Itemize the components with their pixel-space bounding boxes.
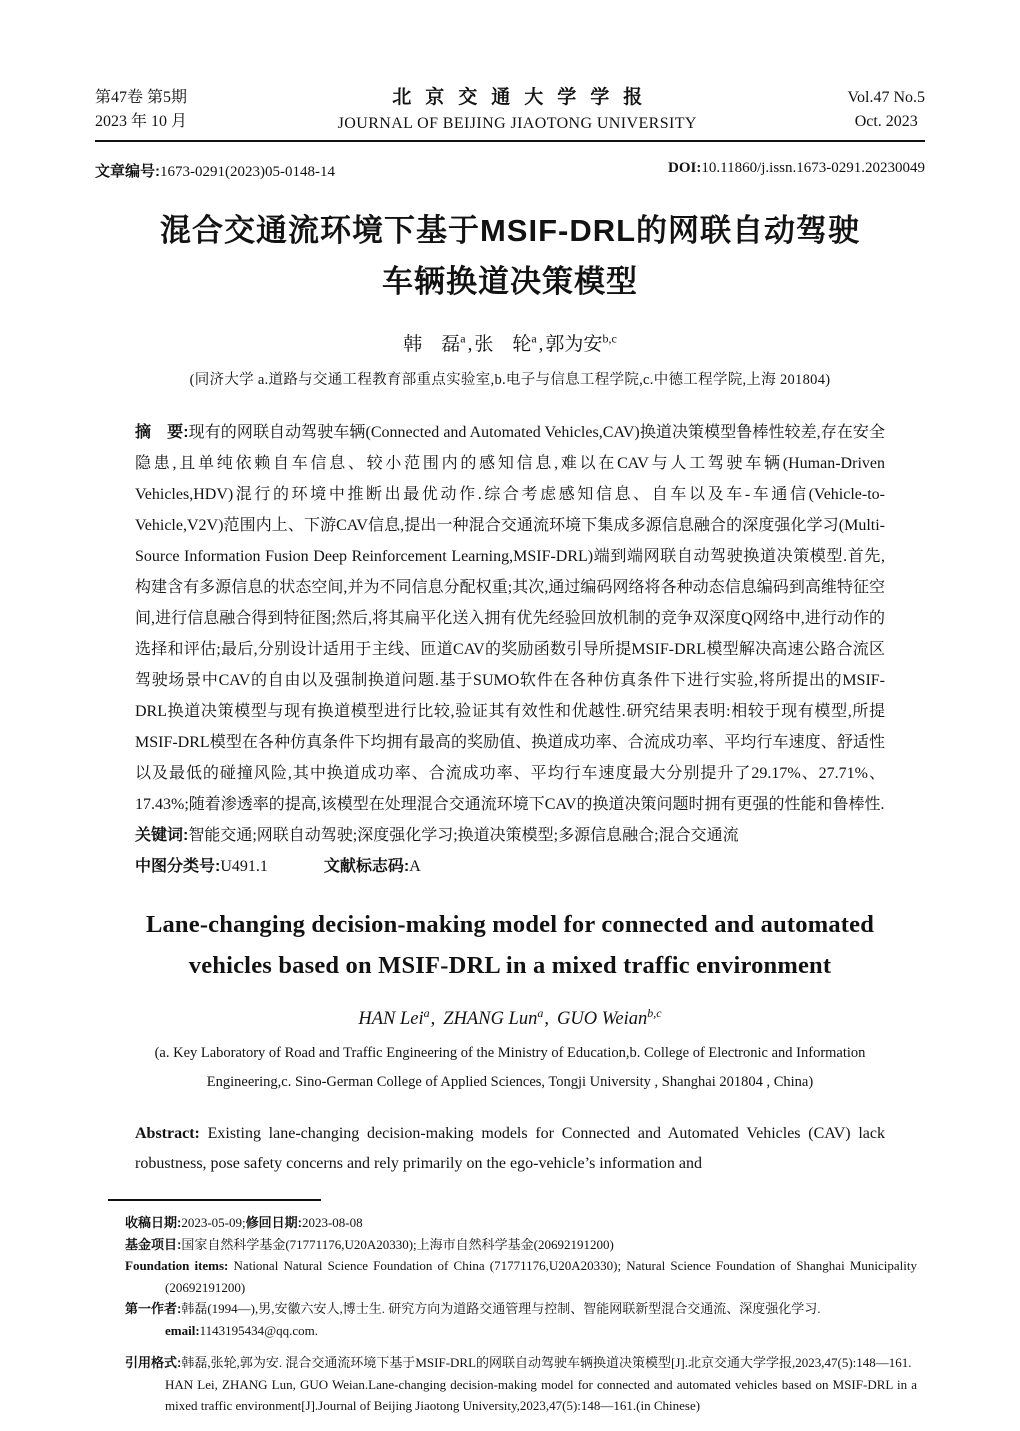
author-separator: ,	[467, 334, 473, 355]
fund-text: 国家自然科学基金(71771176,U20A20330);上海市自然科学基金(20692191200)	[181, 1236, 614, 1252]
page-title	[95, 205, 925, 307]
clc-value: U491.1	[220, 858, 268, 875]
author-en-2-sup: a	[537, 1006, 544, 1020]
author-en-2: ZHANG Lun$^a$	[443, 1006, 544, 1030]
affiliation-en: (a. Key Laboratory of Road and Traffic Engineering of the Ministry of Education,b. College of Electronic and Information Engineering,c. Sino-German College of Applied Sciences, Tongji University , Shanghai 201804 , China)	[154, 1045, 866, 1091]
foundation-label: Foundation items:	[125, 1258, 229, 1274]
footnotes	[125, 1212, 925, 1417]
revised-date-label: 修回日期:	[245, 1215, 302, 1231]
footnote-fund-cn	[125, 1234, 917, 1256]
foundation-text: National Natural Science Foundation of China (71771176,U20A20330); Natural Science Foundation of Shanghai Municipality (20692191200)	[165, 1258, 917, 1295]
title-en	[95, 904, 925, 986]
abstract-cn	[135, 417, 885, 820]
header-divider	[95, 140, 925, 142]
volume-issue-cn: 第47卷 第5期	[95, 89, 188, 106]
author-en-3-sup: b,c	[647, 1006, 662, 1020]
author-cn-2: 张 轮$^a$	[474, 331, 537, 355]
article-number-value: 1673-0291(2023)05-0148-14	[160, 164, 335, 180]
article-meta-row	[95, 160, 925, 181]
journal-name-cn: 北京交通大学学报	[392, 87, 657, 108]
authors-cn	[95, 329, 925, 356]
footnote-dates	[125, 1212, 917, 1234]
abstract-en	[135, 1119, 885, 1179]
fund-label: 基金项目:	[125, 1236, 182, 1252]
revised-date: 2023-08-08	[301, 1215, 363, 1231]
journal-header	[95, 86, 925, 136]
keywords-cn-label: 关键词:	[135, 827, 189, 844]
citation-label: 引用格式:	[125, 1355, 182, 1371]
clc-line	[135, 851, 885, 882]
footnote-divider	[108, 1199, 321, 1201]
doi-label: DOI:	[668, 160, 702, 176]
keywords-cn	[135, 820, 885, 851]
received-date-label: 收稿日期:	[125, 1215, 182, 1231]
author-cn-3-sup: b,c	[602, 331, 617, 346]
header-volume-issue-en	[848, 86, 926, 134]
abstract-cn-text: 现有的网联自动驾驶车辆(Connected and Automated Vehicles,CAV)换道决策模型鲁棒性较差,存在安全隐患,且单纯依赖自车信息、较小范围内的感知信息,难以在CAV与人工驾驶车辆(Human-Driven Vehicles,HDV)混行的环境中推断出最优动作.综合考虑感知信息、自车以及车-车通信(Vehicle-to-Vehicle,V2V)范围内上、下游CAV信息,提出一种混合交通流环境下集成多源信息融合的深度强化学习(Multi-Source Information Fusion Deep Reinforcement Learning,MSIF-DRL)端到端网联自动驾驶换道决策模型.首先,构建含有多源信息的状态空间,并为不同信息分配权重;其次,通过编码网络将各种动态信息编码到高维特征空间,进行信息融合得到特征图;然后,将其扁平化送入拥有优先经验回放机制的竞争双深度Q网络中,进行动作的选择和评估;最后,分别设计适用于主线、匝道CAV的奖励函数引导所提MSIF-DRL模型解决高速公路合流区驾驶场景中CAV的自由以及强制换道问题.基于SUMO软件在各种仿真条件下进行实验,将所提出的MSIF-DRL换道决策模型与现有换道模型进行比较,验证其有效性和优越性.研究结果表明:相较于现有模型,所提MSIF-DRL模型在各种仿真条件下均拥有最高的奖励值、换道成功率、合流成功率、平均行车速度、舒适性以及最低的碰撞风险,其中换道成功率、合流成功率、平均行车速度最大分别提升了29.17%、27.71%、17.43%;随着渗透率的提高,该模型在处理混合交通流环境下CAV的换道决策问题时拥有更强的性能和鲁棒性.	[135, 424, 885, 813]
citation-cn-text: 韩磊,张轮,郭为安. 混合交通流环境下基于MSIF-DRL的网联自动驾驶车辆换道决策模型[J].北京交通大学学报,2023,47(5):148—161.	[181, 1355, 912, 1371]
footnote-citation-en	[125, 1374, 917, 1417]
footnote-citation-cn	[125, 1352, 917, 1374]
email-value: 1143195434@qq.com.	[199, 1322, 319, 1338]
keywords-cn-text: 智能交通;网联自动驾驶;深度强化学习;换道决策模型;多源信息融合;混合交通流	[188, 827, 739, 844]
clc-label: 中图分类号:	[135, 858, 221, 875]
doi-value: 10.11860/j.issn.1673-0291.20230049	[701, 160, 925, 176]
author-en-3: GUO Weian$^{b,c}$	[556, 1006, 662, 1030]
author-cn-1: 韩 磊$^a$	[403, 331, 466, 355]
journal-name	[187, 86, 847, 136]
volume-issue-en: Vol.47 No.5	[847, 89, 925, 106]
abstract-en-text: Existing lane-changing decision-making models for Connected and Automated Vehicles (CAV) lack robustness, pose safety concerns and rely primarily on the ego-vehicle’s information and	[135, 1125, 886, 1173]
author-cn-2-sup: a	[531, 331, 537, 346]
title-cn-line2: 车辆换道决策模型	[382, 264, 638, 299]
article-number-label: 文章编号:	[95, 163, 160, 180]
email-label: email:	[165, 1322, 200, 1338]
doi	[668, 160, 925, 181]
author-cn-1-sup: a	[460, 331, 466, 346]
title-en-line2: vehicles based on MSIF-DRL in a mixed traffic environment	[188, 952, 832, 979]
journal-name-en: JOURNAL OF BEIJING JIAOTONG UNIVERSITY	[337, 115, 697, 132]
author-separator: ,	[544, 1009, 549, 1030]
first-author-text: 韩磊(1994—),男,安徽六安人,博士生. 研究方向为道路交通管理与控制、智能网联新型混合交通流、深度强化学习.	[181, 1301, 821, 1317]
article-number	[95, 160, 335, 181]
header-volume-issue-cn	[95, 86, 187, 134]
title-cn-line1: 混合交通流环境下基于MSIF-DRL的网联自动驾驶	[159, 213, 861, 248]
affiliation-cn: (同济大学 a.道路与交通工程教育部重点实验室,b.电子与信息工程学院,c.中德工程学院,上海 201804)	[189, 372, 831, 388]
authors-en	[95, 1006, 925, 1030]
footnote-first-author	[125, 1298, 917, 1320]
author-separator: ,	[430, 1009, 436, 1030]
author-en-1-sup: a	[423, 1006, 430, 1020]
first-author-label: 第一作者:	[125, 1301, 182, 1317]
author-separator: ,	[538, 334, 544, 355]
document-code-label: 文献标志码:	[323, 858, 410, 875]
author-cn-3: 郭为安$^{b,c}$	[545, 331, 617, 355]
date-en: Oct. 2023	[854, 113, 918, 130]
received-date: 2023-05-09;	[181, 1215, 246, 1231]
footnote-foundation-en	[125, 1255, 917, 1298]
document-code-value: A	[409, 858, 421, 875]
author-en-1: HAN Lei$^a$	[358, 1006, 430, 1030]
footnote-email	[125, 1320, 917, 1342]
date-cn: 2023 年 10 月	[95, 113, 188, 130]
abstract-cn-label: 摘 要:	[135, 424, 189, 441]
citation-en-text: HAN Lei, ZHANG Lun, GUO Weian.Lane-changing decision-making model for connected and automated vehicles based on MSIF-DRL in a mixed traffic environment[J].Journal of Beijing Jiaotong University,2023,47(5):148—161.(in Chinese)	[165, 1376, 917, 1414]
abstract-en-label: Abstract:	[135, 1125, 200, 1143]
title-en-line1: Lane-changing decision-making model for connected and automated	[145, 911, 875, 938]
